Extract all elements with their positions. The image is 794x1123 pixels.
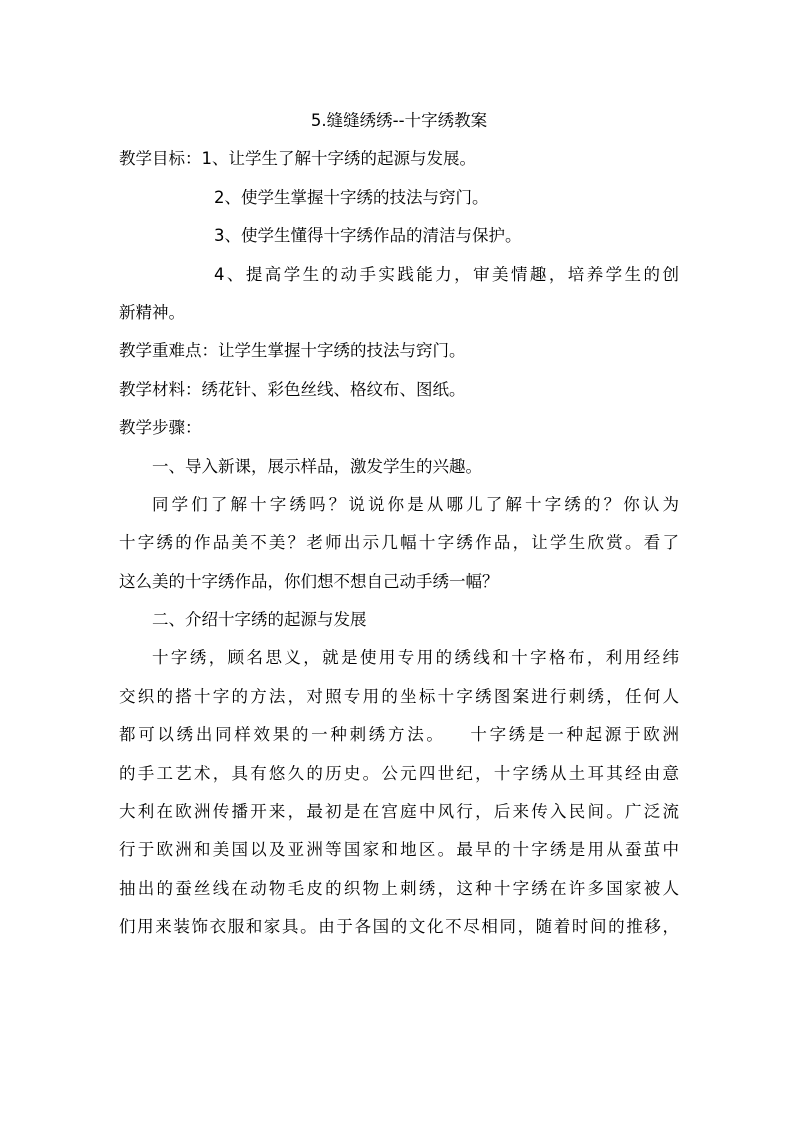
paragraph-line-mixed: [119, 716, 679, 754]
objective-1: 1、让学生了解十字绣的起源与发展。: [201, 149, 476, 169]
objectives-first-line: [119, 140, 679, 178]
paragraph-line: 交织的搭十字的方法，对照专用的坐标十字绣图案进行刺绣，任何人: [119, 686, 679, 706]
steps-label: 教学步骤：: [119, 418, 202, 438]
page-title: 5.缝缝绣绣--十字绣教案: [310, 111, 488, 130]
paragraph-line: 这么美的十字绣作品，你们想不想自己动手绣一幅？: [119, 571, 499, 591]
sentence-end: 都可以绣出同样效果的一种刺绣方法。: [119, 725, 446, 745]
paragraph-line: 的手工艺术，具有悠久的历史。公元四世纪，十字绣从土耳其经由意: [119, 763, 679, 783]
objective-3: 3、使学生懂得十字绣作品的清洁与保护。: [214, 226, 522, 246]
objective-4-continued: 新精神。: [119, 302, 185, 322]
document-body: [119, 102, 679, 947]
paragraph-line: 大利在欧洲传播开来，最初是在宫庭中风行，后来传入民间。广泛流: [119, 802, 679, 822]
paragraph-line: 行于欧洲和美国以及亚洲等国家和地区。最早的十字绣是用从蚕茧中: [119, 840, 679, 860]
paragraph-line: 十字绣的作品美不美？老师出示几幅十字绣作品，让学生欣赏。看了: [119, 533, 679, 553]
sentence-start: 十字绣是一种起源于欧洲: [467, 725, 680, 745]
paragraph-line: 十字绣，顾名思义，就是使用专用的绣线和十字格布，利用经纬: [152, 648, 679, 668]
step2-heading: 二、介绍十字绣的起源与发展: [152, 610, 367, 630]
paragraph-line: 抽出的蚕丝线在动物毛皮的织物上刺绣，这种十字绣在许多国家被人: [119, 878, 679, 898]
paragraph-line: 们用来装饰衣服和家具。由于各国的文化不尽相同，随着时间的推移，: [119, 917, 679, 937]
objective-2: 2、使学生掌握十字绣的技法与窍门。: [214, 187, 489, 207]
step1-heading: 一、导入新课，展示样品，激发学生的兴趣。: [152, 456, 482, 476]
key-points: 教学重难点：让学生掌握十字绣的技法与窍门。: [119, 341, 466, 361]
objectives-label: 教学目标：: [119, 149, 202, 169]
paragraph-line: 同学们了解十字绣吗？说说你是从哪儿了解十字绣的？你认为: [152, 494, 679, 514]
objective-4: 4、提高学生的动手实践能力，审美情趣，培养学生的创: [214, 264, 679, 284]
materials: 教学材料：绣花针、彩色丝线、格纹布、图纸。: [119, 379, 466, 399]
